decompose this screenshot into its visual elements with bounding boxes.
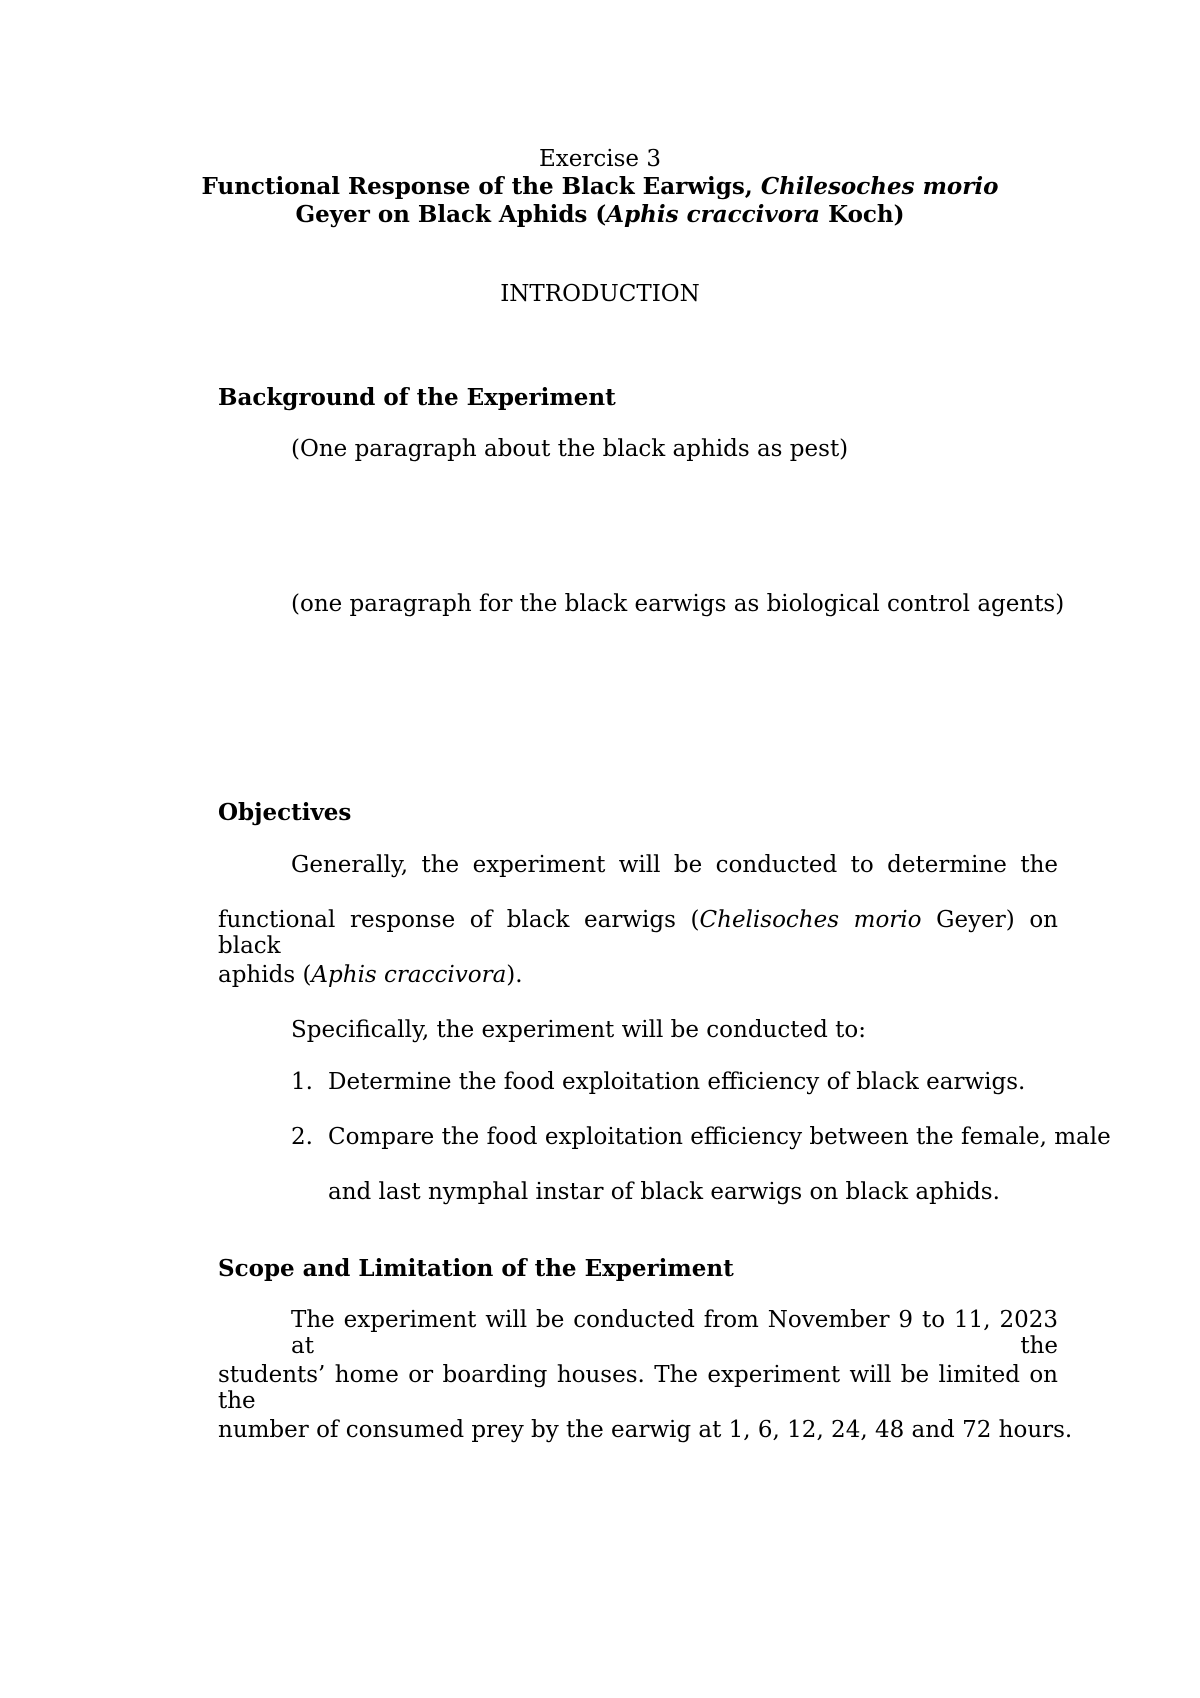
species-name: Chelisoches morio — [699, 907, 922, 933]
scope-line-2: students’ home or boarding houses. The experiment will be limited on the — [218, 1362, 1058, 1414]
general-objective-text: aphids ( — [218, 962, 312, 988]
scope-line-3: number of consumed prey by the earwig at 1, 6, 12, 24, 48 and 72 hours. — [218, 1417, 1073, 1443]
title-text: Geyer on Black Aphids ( — [295, 201, 607, 228]
section-heading-introduction: INTRODUCTION — [500, 281, 700, 307]
species-name: Chilesoches morio — [760, 173, 999, 200]
species-name: Aphis craccivora — [606, 201, 821, 228]
general-objective-line-3 — [218, 962, 523, 988]
general-objective-text: Geyer) on black — [218, 907, 1058, 959]
general-objective-text: Generally, the experiment will be conducted to determine the — [291, 852, 1058, 878]
general-objective-text: functional response of black earwigs ( — [218, 907, 700, 933]
scope-heading: Scope and Limitation of the Experiment — [218, 1255, 734, 1282]
general-objective-line-2 — [218, 907, 1058, 959]
list-item-text: Compare the food exploitation efficiency between the female, male — [328, 1124, 1111, 1150]
title-text: Functional Response of the Black Earwigs, — [201, 173, 761, 200]
scope-text: The experiment will be conducted from November 9 to 11, 2023 at the — [291, 1307, 1058, 1359]
document-title-line-2 — [0, 201, 1200, 228]
background-placeholder-1: (One paragraph about the black aphids as pest) — [291, 436, 849, 462]
species-name: Aphis craccivora — [311, 962, 507, 988]
exercise-label: Exercise 3 — [539, 146, 661, 172]
list-item-text-continued: and last nymphal instar of black earwigs on black aphids. — [328, 1179, 1000, 1205]
list-item-number: 2. — [291, 1124, 313, 1150]
background-placeholder-2: (one paragraph for the black earwigs as biological control agents) — [291, 591, 1065, 617]
title-text: Koch) — [820, 201, 905, 228]
specific-objectives-intro: Specifically, the experiment will be conducted to: — [291, 1017, 866, 1043]
document-title-line-1 — [0, 173, 1200, 200]
list-item-number: 1. — [291, 1069, 313, 1095]
list-item-text: Determine the food exploitation efficiency of black earwigs. — [328, 1069, 1026, 1095]
objectives-heading: Objectives — [218, 799, 352, 826]
general-objective-text: ). — [506, 962, 523, 988]
background-heading: Background of the Experiment — [218, 384, 616, 411]
